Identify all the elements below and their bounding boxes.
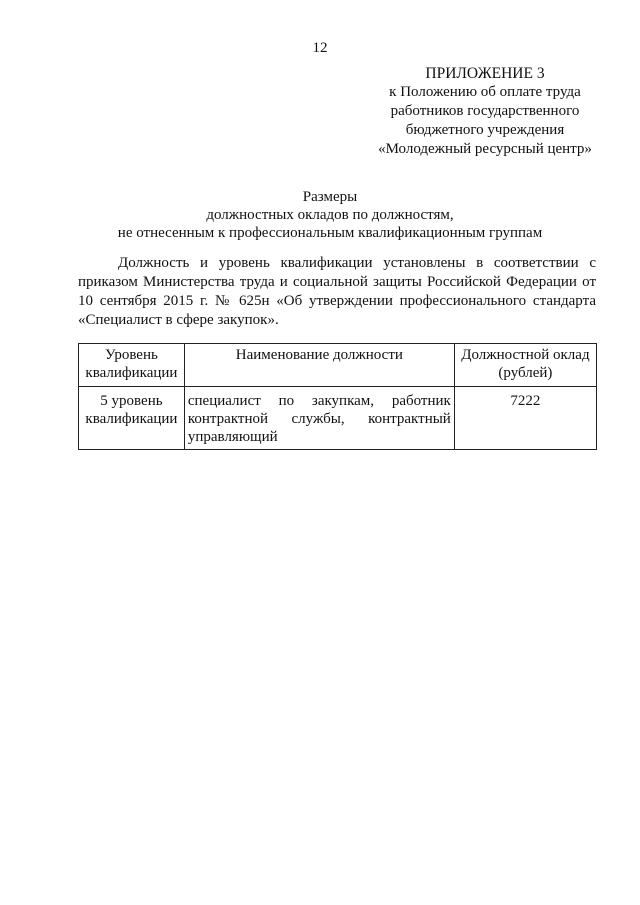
cell-level: 5 уровень квалификации — [79, 387, 185, 450]
document-title-line: Размеры — [302, 189, 358, 205]
document-title-line: должностных окладов по должностям, — [206, 207, 454, 223]
document-title — [60, 188, 600, 242]
salary-table — [78, 343, 597, 450]
intro-paragraph: Должность и уровень квалификации установлены в соответствии с приказом Министерства труда и социальной защиты Российской Федерации от 10 сентября 2015 г. № 625н «Об утверждении профессионального стандарта «Специалист в сфере закупок». — [78, 255, 596, 328]
appendix-line: к Положению об оплате труда — [389, 84, 581, 100]
page-number: 12 — [312, 40, 328, 56]
table-row — [79, 387, 597, 450]
intro-paragraph-block — [78, 254, 596, 330]
cell-salary: 7222 — [454, 387, 596, 450]
cell-position-name: специалист по закупкам, работник контрактной службы, контрактный управляющий — [184, 387, 454, 450]
appendix-header — [360, 64, 610, 159]
header-salary: Должностной оклад (рублей) — [454, 344, 596, 387]
document-title-line: не отнесенным к профессиональным квалификационным группам — [117, 225, 543, 241]
table-header-row — [79, 344, 597, 387]
appendix-line: работников государственного — [390, 103, 580, 119]
appendix-line: бюджетного учреждения — [405, 122, 565, 138]
appendix-title: ПРИЛОЖЕНИЕ 3 — [425, 65, 545, 82]
header-level: Уровень квалификации — [79, 344, 185, 387]
header-position-name: Наименование должности — [184, 344, 454, 387]
appendix-line: «Молодежный ресурсный центр» — [378, 141, 592, 157]
